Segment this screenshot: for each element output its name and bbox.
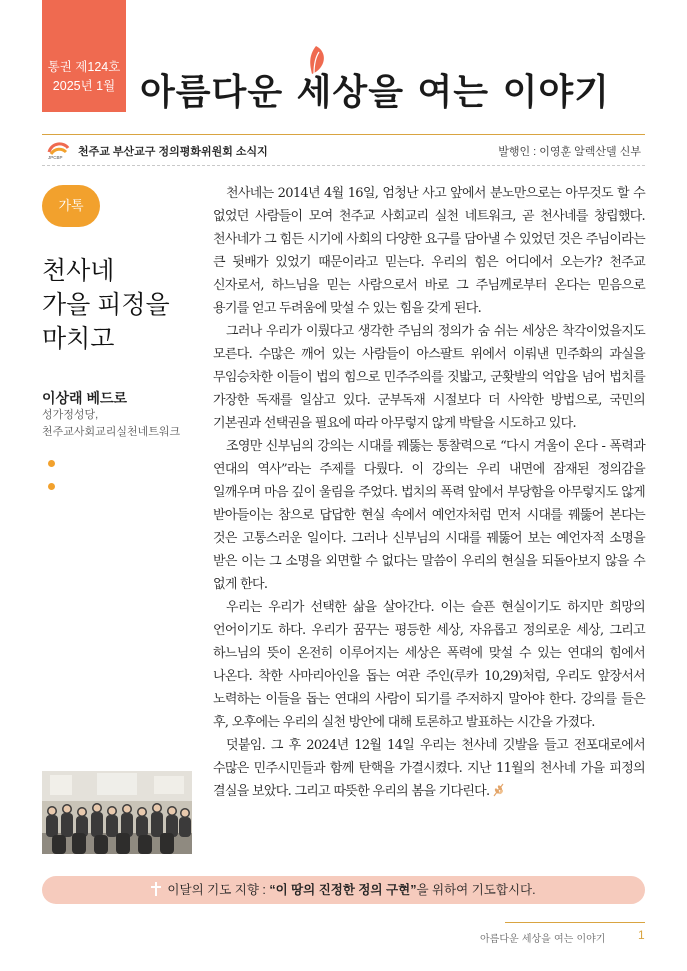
bullet-dot: [48, 460, 55, 467]
affiliation-line: 천주교사회교리실천네트워크: [42, 426, 181, 438]
footer-title: 아름다운 세상을 여는 이야기: [480, 934, 606, 945]
affiliation-line: 성가정성당,: [42, 409, 99, 421]
category-badge: 가톡: [42, 185, 100, 227]
prayer-emphasis: “이 땅의 진정한 정의 구현”: [269, 883, 417, 897]
paragraph: 조영만 신부님의 강의는 시대를 꿰뚫는 통찰력으로 “다시 겨울이 온다 - 폭력과 연대의 역사”라는 주제를 다뤘다. 이 강의는 우리 내면에 잠재된 정의감을 일깨우며 마음 깊이 울림을 주었다. 법치의 폭력 앞에서 부당함을 아무렇지도 않게 받아들이는 참으로 답답한 현실 속에서 예언자처럼 먼저 시대를 꿰뚫어 본다는 것은 고통스러운 일이다. 그러나 신부님의 시대를 꿰뚫어 보는 예언자적 소명을 받은 이는 그 소명을 외면할 수 없다는 말씀이 우리의 현실을 되돌아보지 않을 수 없게 한다.: [213, 439, 645, 592]
org-logo-icon: [46, 140, 72, 160]
cross-icon: [151, 882, 161, 896]
issue-volume: 통권 제124호: [47, 60, 121, 74]
prayer-banner: [42, 876, 645, 904]
bullet-dot: [48, 483, 55, 490]
footer-rule: [505, 922, 645, 923]
title-line: 천사네: [42, 257, 115, 285]
issue-date: 2025년 1월: [52, 79, 116, 93]
paragraph-text: 덧붙임. 그 후 2024년 12월 14일 우리는 천사네 깃발을 들고 전포대로에서 수많은 민주시민들과 함께 탄핵을 가결시켰다. 지난 11월의 천사네 가을 피정의 결실을 보았다. 그리고 따뜻한 우리의 봄을 기다린다.: [213, 738, 645, 799]
prayer-suffix: 을 위하여 기도합시다.: [416, 883, 536, 897]
org-logo-text: JPCBP: [48, 155, 63, 160]
article-title: [42, 254, 197, 356]
prayer-prefix: 이달의 기도 지향 :: [167, 883, 270, 897]
masthead: [140, 56, 660, 116]
paragraph: 그러나 우리가 이뤘다고 생각한 주님의 정의가 숨 쉬는 세상은 착각이었을지도 모른다. 수많은 깨어 있는 사람들이 아스팔트 위에서 이뤄낸 민주화의 과실을 무임승차한 이들이 법의 힘으로 민주주의를 짓밟고, 군홧발의 억압을 넘어 법치를 가장한 독재를 일삼고 있다. 군부독재 시절보다 더 사악한 방법으로, 국민의 기본권과 선택권을 필요에 따라 아무렇지 않게 박탈을 시도하고 있다.: [213, 324, 645, 431]
title-line: 가을 피정을: [42, 291, 170, 319]
org-rule: [42, 165, 645, 166]
author-name: 이상래 베드로: [42, 390, 128, 406]
org-bar: [42, 138, 645, 162]
paragraph: 우리는 우리가 선택한 삶을 살아간다. 이는 슬픈 현실이기도 하지만 희망의 언어이기도 하다. 우리가 꿈꾸는 평등한 세상, 자유롭고 정의로운 세상, 그리고 하느님의 뜻이 온전히 이루어지는 세상은 폭력에 맞설 수 있는 연대의 힘에서 나온다. 착한 사마리아인을 돕는 여관 주인(루카 10,29)처럼, 우리도 앞장서서 노력하는 이들을 돕는 연대의 사람이 되기를 주저하지 말아야 한다. 강의를 들은 후, 오후에는 우리의 실천 방안에 대해 토론하고 발표하는 시간을 가졌다.: [213, 600, 645, 730]
sprig-icon: [491, 783, 505, 797]
author-affiliation: [42, 407, 180, 441]
group-photo-image: [42, 771, 192, 854]
article-body: [213, 182, 645, 803]
masthead-title: 아름다운 세상을 여는 이야기: [140, 71, 610, 113]
issue-box: [42, 0, 126, 112]
title-line: 마치고: [42, 325, 115, 353]
org-name: 천주교 부산교구 정의평화위원회 소식지: [78, 146, 268, 158]
paragraph: 천사네는 2014년 4월 16일, 엄청난 사고 앞에서 분노만으로는 아무것도 할 수 없었던 사람들이 모여 천주교 사회교리 실천 네트워크, 곧 천사네를 창립했다. 천사네가 그 힘든 시기에 사회의 다양한 요구를 담아낼 수 있었던 것은 주님이라는 큰 뒷배가 있었기 때문이라고 믿는다. 우리의 힘은 어디에서 오는가? 천주교 신자로서, 하느님을 믿는 사람으로서 바로 그 주님께로부터 온다는 믿음으로 용기를 얻고 두려움에 맞설 수 있는 힘을 갖게 된다.: [213, 186, 645, 316]
header-rule: [42, 134, 645, 135]
publisher: 발행인 : 이영훈 알렉산델 신부: [498, 146, 641, 158]
paragraph-last: [213, 734, 645, 803]
page-number: 1: [638, 928, 645, 942]
group-photo: [42, 771, 192, 854]
